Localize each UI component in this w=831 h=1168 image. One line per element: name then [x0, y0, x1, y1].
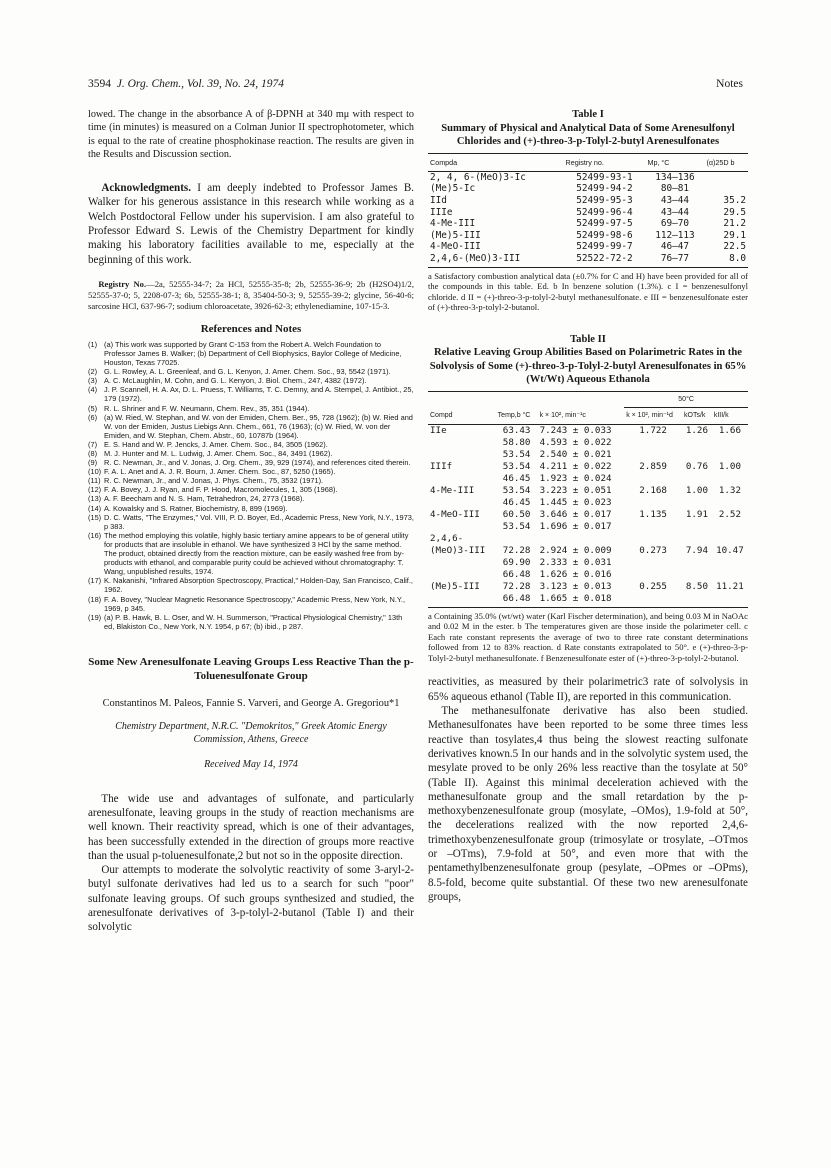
table2-cell — [428, 593, 496, 608]
reference-number: (5) — [88, 403, 98, 413]
table2-cell — [682, 533, 712, 545]
table1-row — [428, 253, 748, 267]
table2-cell — [624, 437, 682, 449]
reference-text: J. P. Scannell, H. A. Ax, D. L. Pruess, T. Williams, T. C. Demny, and A. Stempel, J. Antibiot., 25, 179 (1972). — [104, 385, 414, 404]
table2-cell — [682, 473, 712, 485]
reference-number: (17) — [88, 576, 102, 586]
table1-label: Table I — [572, 109, 604, 120]
table2-cell: 2.924 ± 0.009 — [539, 544, 612, 556]
table2-cell — [428, 437, 496, 449]
reference-number: (12) — [88, 485, 102, 495]
table2-cell — [712, 449, 748, 461]
table2-cell — [712, 593, 748, 608]
table2 — [428, 391, 748, 608]
table1-cell: 46–47 — [660, 241, 690, 253]
table2-row — [428, 593, 748, 608]
table1-title: Summary of Physical and Analytical Data of Some Arenesulfonyl Chlorides and (+)-threo-3-p-Tolyl-2-butyl Arenesulfonates — [441, 122, 735, 147]
table1-cell: 52499-96-4 — [576, 206, 633, 218]
table1 — [428, 153, 748, 268]
table2-cell: 72.28 — [502, 580, 531, 592]
table2-cell — [682, 449, 712, 461]
reference-text: A. Kowalsky and S. Ratner, Biochemistry, 8, 899 (1969). — [104, 503, 288, 513]
reference-item — [88, 595, 414, 613]
table2-cell: 1.26 — [685, 424, 708, 436]
table2-cell — [624, 557, 682, 569]
table2-cell: 3.223 ± 0.051 — [539, 484, 612, 496]
reference-text: (a) W. Ried, W. Stephan, and W. von der Emiden, Chem. Ber., 95, 728 (1962); (b) W. Ried and W. von der Emiden, Justus Liebigs Ann. Chem., 661, 76 (1963); (c) W. Ried, W. von der Emiden, and W. Stephan, Chem. Abstr., 60, 10787b (1964). — [104, 412, 413, 440]
table2-row — [428, 509, 748, 521]
table1-cell: 52499-99-7 — [576, 241, 633, 253]
affiliation: Chemistry Department, N.R.C. "Demokritos," Greek Atomic Energy Commission, Athens, Greece — [115, 721, 387, 746]
table2-cell: 0.273 — [639, 544, 667, 556]
reference-item — [88, 404, 414, 413]
reference-number: (9) — [88, 458, 98, 468]
table1-row — [428, 183, 748, 195]
reference-number: (1) — [88, 339, 98, 349]
table2-cell: 1.00 — [685, 484, 708, 496]
table2-cell: 0.255 — [639, 580, 667, 592]
table1-cell: 112–113 — [655, 229, 695, 241]
table1-cell: 52499-93-1 — [576, 171, 633, 183]
authors: Constantinos M. Paleos, Fannie S. Varveri, and George A. Gregoriou*1 — [102, 697, 400, 709]
table2-cell: 7.94 — [685, 544, 708, 556]
reference-text: The method employing this volatile, highly basic tertiary amine appears to be of general utility for products that are insoluble in ethanol. We have synthesized 3 HCl by the same method. The product, obtained directly from the reaction mixture, can be easily washed free from by-products with ethanol, and comparable purity could be achieved without chromatography: T. Wang, unpublished results, 1974. — [104, 530, 409, 577]
table2-cell: 46.45 — [502, 472, 531, 484]
table1-cell: 21.2 — [723, 218, 746, 230]
table2-row — [428, 581, 748, 593]
reference-item — [88, 513, 414, 531]
table2-cell — [496, 533, 538, 545]
table2-cell: 1.923 ± 0.024 — [539, 472, 612, 484]
table2-cell: 1.665 ± 0.018 — [538, 593, 625, 608]
reference-item — [88, 476, 414, 485]
table2-header: Compd — [428, 408, 496, 424]
reference-number: (8) — [88, 449, 98, 458]
table1-row — [428, 171, 748, 183]
table1-cell — [704, 183, 748, 195]
table2-row — [428, 521, 748, 533]
references-list — [88, 340, 414, 631]
table2-cell: 3.123 ± 0.013 — [539, 580, 612, 592]
reference-text: (a) This work was supported by Grant C-153 from the Robert A. Welch Foundation to Professor James B. Walker; (b) Department of Cell Biophysics, Baylor College of Medicine, Houston, Texas 77025. — [104, 339, 402, 368]
reference-number: (2) — [88, 367, 98, 377]
reference-item — [88, 440, 414, 449]
table2-cell — [624, 497, 682, 509]
references-heading: References and Notes — [200, 322, 302, 335]
reference-text: R. C. Newman, Jr., and V. Jonas, J. Org. Chem., 39, 929 (1974), and references cited therein. — [104, 458, 411, 468]
table2-cell: 53.54 — [502, 460, 531, 472]
reference-item — [88, 467, 414, 476]
reference-number: (10) — [88, 467, 102, 477]
table2-cell: 2.859 — [639, 460, 667, 472]
table2-cell: (Me)5-III — [430, 580, 480, 592]
table1-cell: 43–44 — [660, 206, 690, 218]
table2-cell — [624, 521, 682, 533]
table2-cell: 1.626 ± 0.016 — [539, 568, 612, 580]
table2-row — [428, 497, 748, 509]
table2-cell: 7.243 ± 0.033 — [539, 424, 612, 436]
page-number-journal: 3594 J. Org. Chem., Vol. 39, No. 24, 1974 — [88, 78, 285, 90]
table2-cell — [712, 521, 748, 533]
reference-item — [88, 413, 414, 440]
table2-cell: 4.593 ± 0.022 — [539, 436, 612, 448]
table2-cell — [624, 533, 682, 545]
reference-item — [88, 485, 414, 494]
table2-cell: 60.50 — [502, 508, 531, 520]
table2-cell — [682, 569, 712, 581]
reference-text: R. C. Newman, Jr., and V. Jonas, J. Phys. Chem., 75, 3532 (1971). — [104, 476, 324, 486]
table1-cell: 4-MeO-III — [430, 241, 481, 253]
table2-cell: 11.21 — [716, 580, 744, 592]
table2-cell: 10.47 — [716, 544, 744, 556]
table1-cell: 52499-95-3 — [576, 194, 633, 206]
reference-number: (4) — [88, 385, 98, 395]
table1-cell — [704, 171, 748, 183]
table2-cell: 63.43 — [502, 424, 531, 436]
table2-cell: 4-MeO-III — [430, 508, 480, 520]
reference-number: (13) — [88, 494, 102, 504]
table2-cell — [624, 473, 682, 485]
table2-cell: 1.696 ± 0.017 — [539, 520, 612, 532]
table2-cell: 2.52 — [718, 508, 741, 520]
table1-cell: 69–70 — [660, 218, 690, 230]
table2-label: Table II — [570, 333, 606, 345]
reference-number: (3) — [88, 376, 98, 386]
table2-cell: 2.168 — [639, 484, 667, 496]
table2-cell — [712, 497, 748, 509]
right-body-paragraph-1: reactivities, as measured by their polarimetric3 rate of solvolysis in 65% aqueous ethanol (Table II), are reported in this communication. — [428, 676, 748, 703]
table1-cell: 52499-97-5 — [576, 218, 633, 230]
table2-cell: 53.54 — [502, 484, 531, 496]
table2-cell — [712, 437, 748, 449]
table2-row — [428, 461, 748, 473]
reference-text: D. C. Watts, "The Enzymes," Vol. VIII, P. D. Boyer, Ed., Academic Press, New York, N.Y., 1973, p 383. — [104, 512, 414, 531]
body-paragraph-1: The wide use and advantages of sulfonate, and particularly arenesulfonate, leaving groups in the study of reaction mechanisms are well known. Their reactivity spread, which is one of their advantages, has been successfully extended in the direction of groups more reactive than the usual p-toluenesulfonate,2 but not so in the opposite direction. — [88, 792, 414, 862]
table2-header: Temp,b °C — [496, 408, 538, 424]
table2-cell: 1.66 — [718, 424, 741, 436]
table2-cell — [428, 521, 496, 533]
reference-text: K. Nakanishi, "Infrared Absorption Spectroscopy, Practical," Holden-Day, San Francisco, Calif., 1962. — [104, 576, 413, 595]
body-paragraph-2: Our attempts to moderate the solvolytic reactivity of some 3-aryl-2-butyl sulfonate derivatives had led us to a search for such "poor" sulfonate leaving groups. Of such groups synthesized and studied, the arenesulfonate derivatives of 3-p-tolyl-2-butanol (Table I) and their solvolytic — [88, 864, 414, 934]
reference-item — [88, 376, 414, 385]
table2-cell: 1.722 — [639, 424, 667, 436]
table2-cell: 1.00 — [718, 460, 741, 472]
reference-number: (16) — [88, 530, 102, 540]
table2-cell: 72.28 — [502, 544, 531, 556]
table2-cell — [682, 497, 712, 509]
table2-row — [428, 569, 748, 581]
table2-cell: 2.333 ± 0.031 — [539, 556, 612, 568]
table2-cell: 0.76 — [685, 460, 708, 472]
table1-header: Mp, °C — [645, 153, 704, 171]
reference-item — [88, 458, 414, 467]
table2-row — [428, 485, 748, 497]
table1-header: (α)25D b — [704, 153, 748, 171]
table2-cell — [624, 593, 682, 608]
table1-cell: 29.5 — [723, 206, 746, 218]
reference-item — [88, 576, 414, 594]
left-column — [88, 108, 414, 935]
table2-cell: 3.646 ± 0.017 — [539, 508, 612, 520]
table2-header: k × 10², min⁻¹c — [538, 408, 625, 424]
reference-text: E. S. Hand and W. P. Jencks, J. Amer. Chem. Soc., 84, 3505 (1962). — [104, 439, 328, 449]
reference-item — [88, 340, 414, 367]
reference-text: F. A. Bovey, J. J. Ryan, and F. P. Hood, Macromolecules, 1, 305 (1968). — [104, 485, 338, 495]
reference-item — [88, 504, 414, 513]
table2-row — [428, 473, 748, 485]
table2-cell: 1.32 — [718, 484, 741, 496]
table1-row — [428, 218, 748, 230]
table2-span-header: 50°C — [624, 391, 748, 407]
reference-text: F. A. L. Anet and A. J. R. Bourn, J. Amer. Chem. Soc., 87, 5250 (1965). — [104, 467, 336, 477]
table2-cell: 53.54 — [502, 448, 531, 460]
table2-title: Relative Leaving Group Abilities Based on Polarimetric Rates in the Solvolysis of Some (+)-threo-3-p-Tolyl-2-butyl Arenesulfonates in 65% (Wt/Wt) Aqueous Ethanola — [429, 347, 747, 386]
registry-numbers: Registry No.—2a, 52555-34-7; 2a HCl, 52555-35-8; 2b, 52555-36-9; 2b (H2SO4)1/2, 52555-37-0; 5, 2208-07-3; 6b, 52555-38-1; 8, 35404-50-3; 9, 52555-39-2; glycine, 56-40-6; sarcosine HCl, 637-96-7; sodium chloroacetate, 3926-62-3; ethylenediamine, 107-15-3. — [88, 278, 415, 312]
table2-row — [428, 449, 748, 461]
table2-row — [428, 437, 748, 449]
reference-number: (15) — [88, 512, 102, 522]
right-column — [428, 108, 748, 904]
table2-cell — [428, 569, 496, 581]
table2-cell — [428, 497, 496, 509]
table1-row — [428, 230, 748, 242]
reference-number: (18) — [88, 594, 102, 604]
reference-text: A. C. McLaughlin, M. Cohn, and G. L. Kenyon, J. Biol. Chem., 247, 4382 (1972). — [104, 376, 367, 386]
table2-cell — [682, 557, 712, 569]
table2-cell: 58.80 — [502, 436, 531, 448]
table2-cell — [428, 557, 496, 569]
table2-cell — [624, 569, 682, 581]
intro-paragraph: lowed. The change in the absorbance A of β-DPNH at 340 mμ with respect to time (in minutes) is measured on a Colman Junior II spectrophotometer, which is equal to the rate of creatine phosphokinase reaction. The results are given in the Results and Discussion section. — [88, 109, 414, 160]
reference-item — [88, 531, 414, 576]
reference-number: (11) — [88, 476, 101, 486]
table2-cell: 1.445 ± 0.023 — [539, 496, 612, 508]
table2-cell: 53.54 — [502, 520, 531, 532]
reference-number: (19) — [88, 612, 102, 622]
table2-cell — [624, 449, 682, 461]
reference-item — [88, 494, 414, 503]
table2-cell — [712, 557, 748, 569]
table1-cell: 134–136 — [655, 171, 695, 183]
table2-cell — [538, 533, 625, 545]
table1-cell: 29.1 — [723, 229, 746, 241]
table1-row — [428, 241, 748, 253]
reference-text: A. F. Beecham and N. S. Ham, Tetrahedron, 24, 2773 (1968). — [104, 494, 305, 504]
table2-header: k × 10², min⁻¹d — [624, 408, 682, 424]
reference-item — [88, 385, 414, 403]
table1-header: Compda — [428, 153, 564, 171]
reference-item — [88, 449, 414, 458]
table2-cell — [428, 473, 496, 485]
table2-row — [428, 533, 748, 545]
right-body-paragraph-2: The methanesulfonate derivative has also been studied. Methanesulfonates have been reported to be some three times less reactive than tosylates,4 thus being the slowest reacting sulfonate derivatives known.5 In our hands and in the solvolytic system used, the mesylate proved to be only 26% less reactive than the tosylate at 50° (Table II). Against this minimal deceleration achieved with the methanesulfonate group and the small retardation by the p-methoxybenzenesulfonate group (mosylate, –OMos), 1.9-fold at 50°, the decelerations realized with the now reported 2,4,6-trimethoxybenzenesulfonate group (trimosylate or trosylate, –OTmos or –OTms), 7.9-fold at 50°, and even more that with the pentamethylbenzenesulfonate group (pesylate, –OPmes or –OPms), 8.5-fold, become quite substantial. Of these two new arenesulfonate groups, — [428, 705, 748, 903]
table1-cell: 8.0 — [704, 253, 748, 267]
table1-cell: 4-Me-III — [430, 218, 476, 230]
table1-cell: (Me)5-Ic — [430, 183, 476, 195]
table2-cell: 69.90 — [502, 556, 531, 568]
table1-row — [428, 207, 748, 219]
table2-header: kIII/k — [712, 408, 748, 424]
page-header — [88, 78, 743, 94]
reference-item — [88, 367, 414, 376]
reference-text: F. A. Bovey, "Nuclear Magnetic Resonance Spectroscopy," Academic Press, New York, N.Y., 1969, p 345. — [104, 594, 406, 613]
reference-text: G. L. Rowley, A. L. Greenleaf, and G. L. Kenyon, J. Amer. Chem. Soc., 93, 5542 (1971). — [104, 367, 391, 377]
table2-cell: 1.91 — [685, 508, 708, 520]
reference-text: R. L. Shriner and F. W. Neumann, Chem. Rev., 35, 351 (1944). — [104, 403, 310, 413]
table2-cell: 66.48 — [496, 593, 538, 608]
section-label: Notes — [716, 78, 743, 90]
table2-cell: 2.540 ± 0.021 — [539, 448, 612, 460]
reference-number: (14) — [88, 503, 102, 513]
table2-row — [428, 557, 748, 569]
table2-cell: 2,4,6- — [430, 532, 464, 544]
table1-cell: 52499-98-6 — [576, 229, 633, 241]
table2-cell: 1.135 — [639, 508, 667, 520]
table1-cell: 35.2 — [723, 194, 746, 206]
table1-footnote: a Satisfactory combustion analytical data (±0.7% for C and H) have been provided for all of the compounds in this table. Ed. b In benzene solution (1.3%). c I = benzenesulfonyl chloride. d II = (+)-threo-3-p-tolyl-2-butyl methanesulfonate. e III = benzenesulfonate ester of (+)-threo-3-p-tolyl-2-butanol. — [428, 270, 748, 313]
reference-text: M. J. Hunter and M. L. Ludwig, J. Amer. Chem. Soc., 84, 3491 (1962). — [104, 449, 333, 458]
reference-number: (7) — [88, 439, 98, 449]
table2-cell: 4-Me-III — [430, 484, 475, 496]
table1-cell: 52499-94-2 — [576, 183, 633, 195]
acknowledgments: Acknowledgments. I am deeply indebted to Professor James B. Walker for his generous assistance in this research while working as a Welch Postdoctoral Fellow under his supervision. I am also grateful to Professor Edward S. Lewis of the Chemistry Department for kindly making his laboratory facilities available to me, especially at the beginning of this work. — [88, 182, 414, 266]
table1-cell: (Me)5-III — [430, 229, 481, 241]
table2-cell — [682, 437, 712, 449]
reference-item — [88, 613, 414, 631]
table1-header: Registry no. — [564, 153, 646, 171]
table1-row — [428, 195, 748, 207]
received-date: Received May 14, 1974 — [204, 759, 298, 771]
table1-cell: IIIe — [430, 206, 453, 218]
table2-cell: 4.211 ± 0.022 — [539, 460, 612, 472]
table1-cell: IId — [430, 194, 447, 206]
table2-cell: 66.48 — [502, 568, 531, 580]
table2-cell: 46.45 — [502, 496, 531, 508]
reference-number: (6) — [88, 412, 98, 422]
table2-row — [428, 545, 748, 557]
table2-cell: 8.50 — [685, 580, 708, 592]
table2-cell — [682, 593, 712, 608]
table1-cell: 52522-72-2 — [564, 253, 646, 267]
table2-cell — [428, 449, 496, 461]
table2-row — [428, 424, 748, 437]
table2-cell: IIe — [430, 424, 447, 436]
table2-header: kOTs/k — [682, 408, 712, 424]
table1-cell: 22.5 — [723, 241, 746, 253]
reference-text: (a) P. B. Hawk, B. L. Oser, and W. H. Summerson, "Practical Physiological Chemistry," 13th ed, Blakiston Co., New York, N.Y. 1954, p 67; (b) ibid., p 287. — [104, 612, 403, 631]
table2-cell — [712, 569, 748, 581]
table2-cell — [712, 533, 748, 545]
table1-cell: 80–81 — [660, 183, 690, 195]
table1-cell: 76–77 — [645, 253, 704, 267]
table2-cell — [712, 473, 748, 485]
table2-footnote: a Containing 35.0% (wt/wt) water (Karl Fischer determination), and being 0.03 M in NaOAc and 0.02 M in the ester. b The temperatures given are those inside the polarimeter cell. c Each rate constant represents the average of two to three rate constant determinations followed from 12 to 83% reaction. d Rate constants extrapolated to 50°. e (+)-threo-3-p-Tolyl-2-butyl methanesulfonate. f Benzenesulfonate ester of (+)-threo-3-p-tolyl-2-butanol. — [428, 610, 748, 663]
table1-cell: 43–44 — [660, 194, 690, 206]
table2-cell: (MeO)3-III — [430, 544, 486, 556]
table2-cell — [682, 521, 712, 533]
table1-cell: 2,4,6-(MeO)3-III — [428, 253, 564, 267]
table2-cell: IIIf — [430, 460, 453, 472]
table1-cell: 2, 4, 6-(MeO)3-Ic — [430, 171, 526, 183]
article-title: Some New Arenesulfonate Leaving Groups Less Reactive Than the p-Toluenesulfonate Group — [88, 655, 414, 682]
